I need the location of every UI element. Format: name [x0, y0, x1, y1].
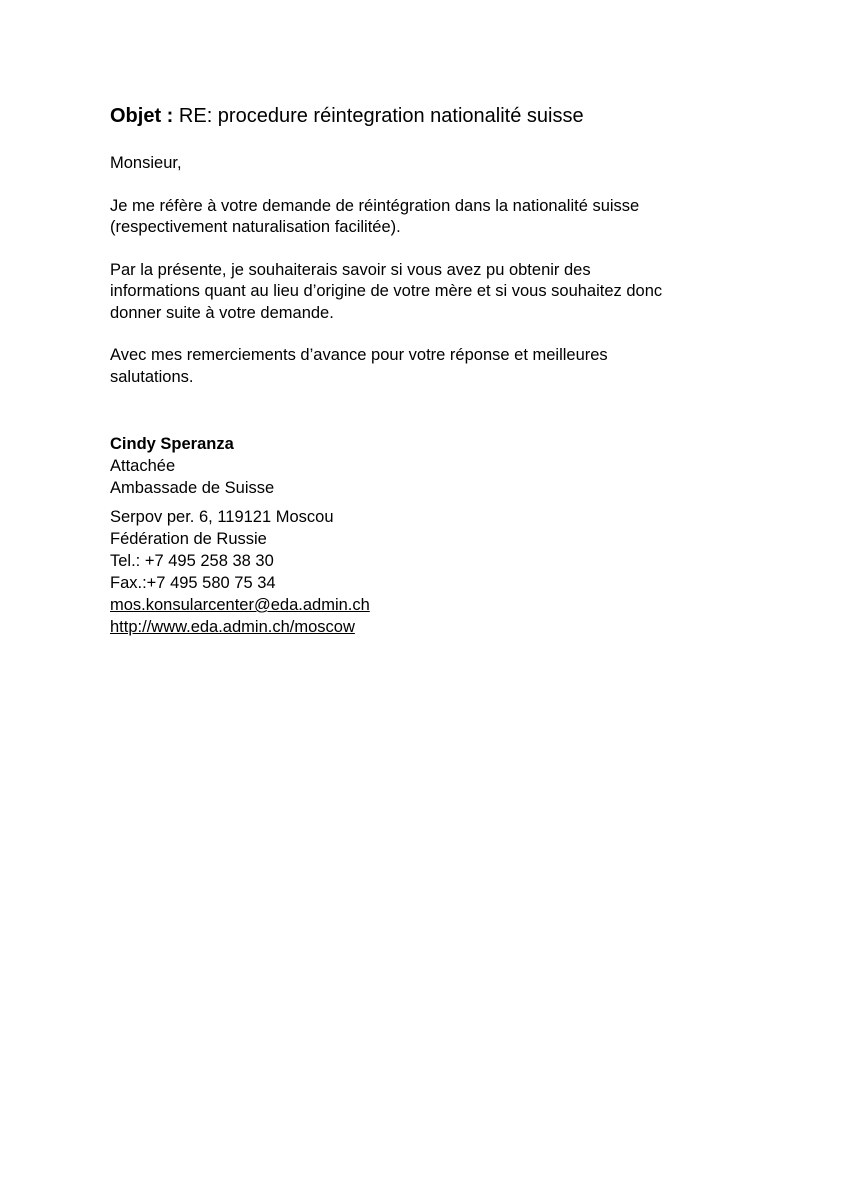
- address-line-street: Serpov per. 6, 119121 Moscou: [110, 508, 334, 526]
- paragraph-line: informations quant au lieu d’origine de votre mère et si vous souhaitez donc: [110, 282, 663, 300]
- website-link[interactable]: http://www.eda.admin.ch/moscow: [110, 618, 355, 636]
- subject-line: [110, 104, 750, 128]
- paragraph-closing: [110, 345, 750, 388]
- signature-name: Cindy Speranza: [110, 435, 234, 453]
- paragraph-line: salutations.: [110, 367, 194, 386]
- salutation: Monsieur,: [110, 154, 182, 172]
- email-link[interactable]: mos.konsularcenter@eda.admin.ch: [110, 596, 370, 614]
- paragraph-line: Avec mes remerciements d’avance pour votre réponse et meilleures: [110, 346, 608, 364]
- signature-spacer: [110, 499, 750, 506]
- telephone-number: Tel.: +7 495 258 38 30: [110, 552, 274, 570]
- paragraph-request: [110, 260, 750, 325]
- signature-organization: Ambassade de Suisse: [110, 479, 275, 497]
- subject-label: Objet :: [110, 105, 174, 127]
- paragraph-line: (respectivement naturalisation facilitée).: [110, 218, 401, 236]
- signature-block: [110, 433, 750, 638]
- letter-body: [110, 104, 750, 638]
- paragraph-reference: [110, 196, 750, 239]
- paragraph-line: donner suite à votre demande.: [110, 303, 334, 322]
- address-line-country: Fédération de Russie: [110, 530, 267, 548]
- subject-text: RE: procedure réintegration nationalité suisse: [178, 105, 584, 127]
- paragraph-line: Par la présente, je souhaiterais savoir si vous avez pu obtenir des: [110, 260, 591, 279]
- fax-number: Fax.:+7 495 580 75 34: [110, 574, 276, 592]
- signature-title: Attachée: [110, 457, 176, 475]
- paragraph-line: Je me réfère à votre demande de réintégration dans la nationalité suisse: [110, 196, 640, 215]
